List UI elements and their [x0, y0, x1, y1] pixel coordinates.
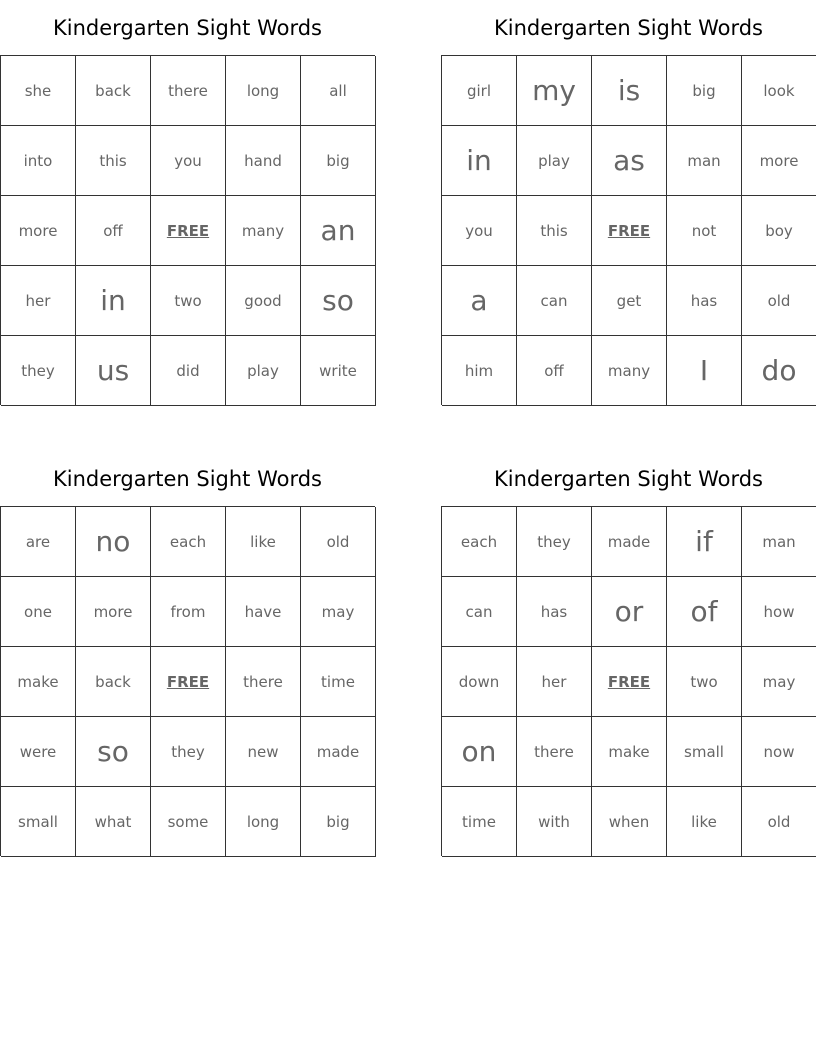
word-cell: new: [226, 717, 301, 787]
word-cell: are: [1, 507, 76, 577]
word-cell: what: [76, 787, 151, 857]
word-cell: each: [151, 507, 226, 577]
bingo-card-3: [0, 451, 375, 856]
word-cell: boy: [742, 196, 816, 266]
word-cell: some: [151, 787, 226, 857]
word-cell: into: [1, 126, 76, 196]
word-cell: or: [592, 577, 667, 647]
word-cell: each: [442, 507, 517, 577]
word-cell: did: [151, 336, 226, 406]
card-title: Kindergarten Sight Words: [493, 467, 764, 491]
word-cell: made: [301, 717, 376, 787]
word-cell: down: [442, 647, 517, 717]
word-cell: play: [517, 126, 592, 196]
free-space: FREE: [592, 196, 667, 266]
bingo-card-2: [441, 0, 816, 405]
word-cell: in: [442, 126, 517, 196]
word-cell: may: [742, 647, 816, 717]
word-cell: back: [76, 56, 151, 126]
word-cell: make: [1, 647, 76, 717]
word-cell: an: [301, 196, 376, 266]
word-cell: many: [592, 336, 667, 406]
word-cell: has: [517, 577, 592, 647]
word-cell: can: [517, 266, 592, 336]
word-cell: this: [517, 196, 592, 266]
word-cell: big: [301, 787, 376, 857]
card-title: Kindergarten Sight Words: [52, 467, 323, 491]
word-cell: long: [226, 56, 301, 126]
word-cell: like: [226, 507, 301, 577]
word-cell: off: [76, 196, 151, 266]
word-cell: write: [301, 336, 376, 406]
word-cell: him: [442, 336, 517, 406]
word-cell: a: [442, 266, 517, 336]
word-cell: on: [442, 717, 517, 787]
card-title: Kindergarten Sight Words: [52, 16, 323, 40]
word-cell: not: [667, 196, 742, 266]
word-cell: may: [301, 577, 376, 647]
word-cell: play: [226, 336, 301, 406]
word-cell: there: [517, 717, 592, 787]
word-cell: they: [151, 717, 226, 787]
word-cell: look: [742, 56, 816, 126]
word-cell: more: [76, 577, 151, 647]
word-cell: old: [742, 787, 816, 857]
word-cell: more: [742, 126, 816, 196]
bingo-grid: [441, 55, 816, 405]
word-cell: us: [76, 336, 151, 406]
word-cell: my: [517, 56, 592, 126]
word-cell: two: [667, 647, 742, 717]
free-space: FREE: [592, 647, 667, 717]
word-cell: made: [592, 507, 667, 577]
word-cell: get: [592, 266, 667, 336]
word-cell: man: [667, 126, 742, 196]
word-cell: make: [592, 717, 667, 787]
word-cell: can: [442, 577, 517, 647]
word-cell: all: [301, 56, 376, 126]
word-cell: her: [1, 266, 76, 336]
word-cell: as: [592, 126, 667, 196]
word-cell: she: [1, 56, 76, 126]
word-cell: old: [742, 266, 816, 336]
word-cell: if: [667, 507, 742, 577]
word-cell: you: [151, 126, 226, 196]
card-title: Kindergarten Sight Words: [493, 16, 764, 40]
bingo-grid: [0, 55, 375, 405]
bingo-grid: [0, 506, 375, 856]
word-cell: big: [301, 126, 376, 196]
word-cell: do: [742, 336, 816, 406]
word-cell: big: [667, 56, 742, 126]
word-cell: time: [301, 647, 376, 717]
word-cell: good: [226, 266, 301, 336]
word-cell: back: [76, 647, 151, 717]
word-cell: they: [517, 507, 592, 577]
word-cell: with: [517, 787, 592, 857]
word-cell: many: [226, 196, 301, 266]
word-cell: hand: [226, 126, 301, 196]
word-cell: of: [667, 577, 742, 647]
word-cell: when: [592, 787, 667, 857]
word-cell: off: [517, 336, 592, 406]
word-cell: small: [1, 787, 76, 857]
word-cell: from: [151, 577, 226, 647]
word-cell: were: [1, 717, 76, 787]
word-cell: time: [442, 787, 517, 857]
word-cell: man: [742, 507, 816, 577]
word-cell: there: [151, 56, 226, 126]
word-cell: like: [667, 787, 742, 857]
word-cell: have: [226, 577, 301, 647]
word-cell: one: [1, 577, 76, 647]
word-cell: there: [226, 647, 301, 717]
word-cell: so: [76, 717, 151, 787]
word-cell: long: [226, 787, 301, 857]
word-cell: I: [667, 336, 742, 406]
word-cell: her: [517, 647, 592, 717]
word-cell: they: [1, 336, 76, 406]
word-cell: how: [742, 577, 816, 647]
word-cell: in: [76, 266, 151, 336]
word-cell: two: [151, 266, 226, 336]
word-cell: girl: [442, 56, 517, 126]
word-cell: has: [667, 266, 742, 336]
word-cell: you: [442, 196, 517, 266]
word-cell: small: [667, 717, 742, 787]
bingo-card-4: [441, 451, 816, 856]
bingo-grid: [441, 506, 816, 856]
bingo-card-1: [0, 0, 375, 405]
word-cell: old: [301, 507, 376, 577]
word-cell: now: [742, 717, 816, 787]
free-space: FREE: [151, 196, 226, 266]
word-cell: more: [1, 196, 76, 266]
word-cell: this: [76, 126, 151, 196]
word-cell: is: [592, 56, 667, 126]
word-cell: no: [76, 507, 151, 577]
free-space: FREE: [151, 647, 226, 717]
word-cell: so: [301, 266, 376, 336]
